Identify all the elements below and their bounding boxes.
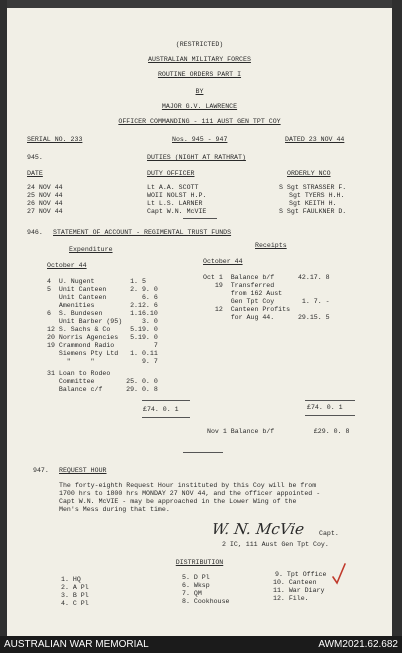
handwritten-signature: W. N. McVie bbox=[210, 520, 306, 538]
distribution-entry: 9. Tpt Office bbox=[275, 571, 327, 578]
section-divider bbox=[183, 218, 217, 219]
distribution-entry: 5. D Pl bbox=[182, 574, 210, 581]
expenditure-line: Unit Barber (95) 3. 0 bbox=[47, 318, 158, 325]
expenditure-line: 6 S. Bundesen 1.16.10 bbox=[47, 310, 158, 317]
expenditure-line: 5 Unit Canteen 2. 9. 0 bbox=[47, 286, 158, 293]
request-paragraph-line: Capt W.N. McVIE - may be approached in the Lower Wing of the bbox=[59, 498, 297, 505]
restricted-label: (RESTRICTED) bbox=[175, 41, 224, 48]
distribution-entry: 10. Canteen bbox=[273, 579, 317, 586]
receipt-line: 19 Transferred bbox=[203, 282, 275, 289]
orderly-nco: Sgt KEITH H. bbox=[289, 200, 337, 207]
november-balance: Nov 1 Balance b/f £29. 0. 8 bbox=[207, 428, 350, 435]
expenditure-month: October 44 bbox=[47, 262, 87, 269]
organisation-title: AUSTRALIAN MILITARY FORCES bbox=[148, 56, 251, 63]
item-946-number: 946. bbox=[27, 229, 43, 236]
distribution-entry: 7. QM bbox=[182, 590, 202, 597]
expenditure-line: Siemens Pty Ltd 1. 0.11 bbox=[47, 350, 158, 357]
expenditure-line: Balance c/f 29. 0. 8 bbox=[47, 386, 158, 393]
expenditure-line: Committee 25. 0. 0 bbox=[47, 378, 158, 385]
receipt-line: Oct 1 Balance b/f 42.17. 8 bbox=[203, 274, 330, 281]
receipts-total: £74. 0. 1 bbox=[307, 404, 343, 411]
distribution-entry: 1. HQ bbox=[61, 576, 81, 583]
receipt-line: Gen Tpt Coy 1. 7. - bbox=[203, 298, 330, 305]
expenditure-line: 20 Norris Agencies 5.19. 0 bbox=[47, 334, 158, 341]
expenditure-line: Unit Canteen 6. 6 bbox=[47, 294, 158, 301]
officer-name: MAJOR G.V. LAWRENCE bbox=[161, 103, 238, 110]
left-frame bbox=[0, 0, 7, 636]
orderly-nco: S Sgt FAULKNER D. bbox=[279, 208, 347, 215]
duty-officer: WOII NOLST H.P. bbox=[147, 192, 207, 199]
receipt-line: from 162 Aust bbox=[203, 290, 283, 297]
top-frame bbox=[0, 0, 402, 8]
orderly-nco-column-header: ORDERLY NCO bbox=[287, 170, 331, 177]
duty-date: 26 NOV 44 bbox=[27, 200, 63, 207]
by-label: BY bbox=[195, 88, 204, 95]
item-945-number: 945. bbox=[27, 154, 43, 161]
duty-date: 27 NOV 44 bbox=[27, 208, 63, 215]
archive-reference: AWM2021.62.682 bbox=[318, 639, 398, 650]
orderly-nco: Sgt TYERS H.H. bbox=[289, 192, 345, 199]
duty-date: 25 NOV 44 bbox=[27, 192, 63, 199]
expenditure-line: " " 9. 7 bbox=[47, 358, 158, 365]
expenditure-line: 12 S. Sachs & Co 5.19. 0 bbox=[47, 326, 158, 333]
receipts-month: October 44 bbox=[203, 258, 243, 265]
receipts-heading: Receipts bbox=[255, 242, 287, 249]
expenditure-line: 4 U. Nugent 1. 5 bbox=[47, 278, 146, 285]
command-line: OFFICER COMMANDING - 111 AUST GEN TPT COY bbox=[118, 118, 281, 125]
distribution-entry: 2. A Pl bbox=[61, 584, 89, 591]
duty-date: 24 NOV 44 bbox=[27, 184, 63, 191]
distribution-entry: 3. B Pl bbox=[61, 592, 89, 599]
duties-title: DUTIES (NIGHT AT RATHRAT) bbox=[147, 154, 246, 161]
expenditure-line: Amenities 2.12. 6 bbox=[47, 302, 158, 309]
archive-footer bbox=[0, 636, 402, 653]
date-column-header: DATE bbox=[27, 170, 43, 177]
expenditure-total: £74. 0. 1 bbox=[143, 406, 179, 413]
distribution-entry: 11. War Diary bbox=[273, 587, 325, 594]
item-947-number: 947. bbox=[33, 467, 49, 474]
duty-officer: Lt L.S. LARNER bbox=[147, 200, 203, 207]
duty-officer: Capt W.N. McVIE bbox=[147, 208, 207, 215]
red-checkmark-icon bbox=[332, 563, 346, 585]
duty-officer-column-header: DUTY OFFICER bbox=[147, 170, 195, 177]
expenditure-heading: Expenditure bbox=[69, 246, 113, 253]
receipts-total-rule bbox=[305, 400, 355, 401]
receipt-line: 12 Canteen Profits bbox=[203, 306, 291, 313]
expenditure-total-rule bbox=[142, 400, 190, 401]
orders-title: ROUTINE ORDERS PART I bbox=[157, 71, 242, 78]
account-title: STATEMENT OF ACCOUNT - REGIMENTAL TRUST FUNDS bbox=[53, 229, 232, 236]
distribution-title: DISTRIBUTION bbox=[175, 559, 224, 566]
document-page bbox=[7, 8, 392, 636]
duty-officer: Lt A.A. SCOTT bbox=[147, 184, 199, 191]
receipt-line: for Aug 44. 29.15. 5 bbox=[203, 314, 330, 321]
request-paragraph-line: The forty-eighth Request Hour instituted by this Coy will be from bbox=[59, 482, 317, 489]
receipts-total-double-rule bbox=[305, 415, 355, 416]
expenditure-line: 19 Crammond Radio 7 bbox=[47, 342, 158, 349]
orderly-nco: S Sgt STRASSER F. bbox=[279, 184, 347, 191]
request-hour-title: REQUEST HOUR bbox=[59, 467, 107, 474]
request-paragraph-line: Men's Mess during that time. bbox=[59, 506, 170, 513]
request-paragraph-line: 1700 hrs to 1800 hrs MONDAY 27 NOV 44, and the officer appointed - bbox=[59, 490, 321, 497]
archive-name: AUSTRALIAN WAR MEMORIAL bbox=[4, 639, 149, 650]
distribution-entry: 4. C Pl bbox=[61, 600, 89, 607]
right-frame bbox=[392, 0, 402, 636]
serial-number: SERIAL NO. 233 bbox=[27, 136, 83, 143]
dated-label: DATED 23 NOV 44 bbox=[285, 136, 345, 143]
expenditure-total-double-rule bbox=[142, 417, 190, 418]
signature-rank: Capt. bbox=[319, 530, 339, 537]
section-divider bbox=[183, 452, 223, 453]
expenditure-line: 31 Loan to Rodeo bbox=[47, 370, 111, 377]
distribution-entry: 12. File. bbox=[273, 595, 309, 602]
order-numbers: Nos. 945 - 947 bbox=[172, 136, 228, 143]
distribution-entry: 8. Cookhouse bbox=[182, 598, 230, 605]
distribution-entry: 6. Wksp bbox=[182, 582, 210, 589]
signature-appointment: 2 IC, 111 Aust Gen Tpt Coy. bbox=[222, 541, 329, 548]
